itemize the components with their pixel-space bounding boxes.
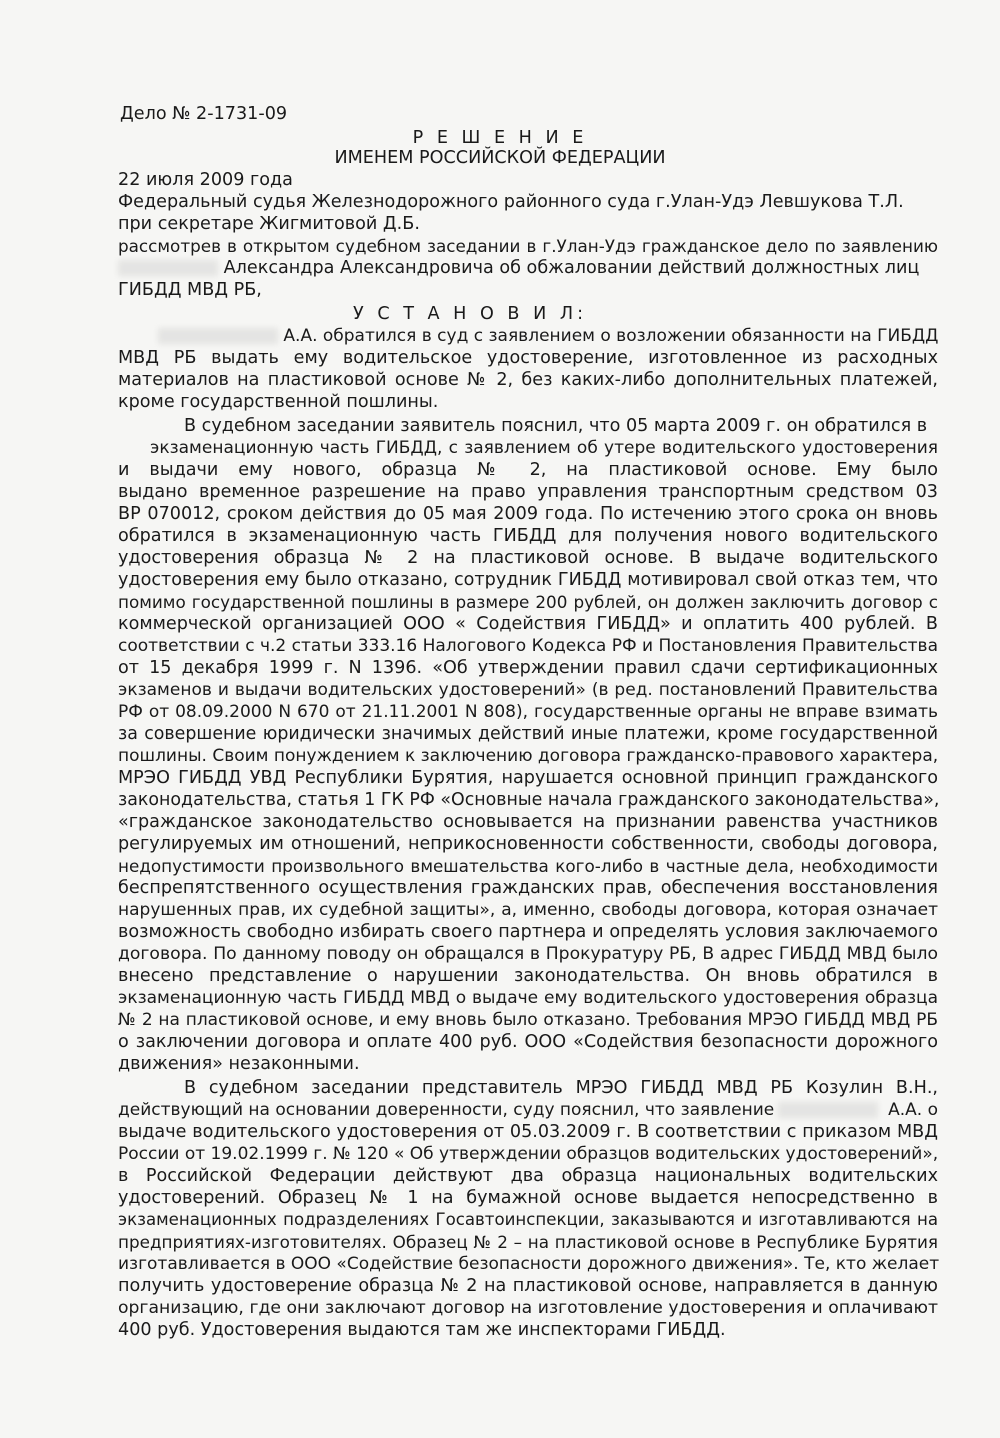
redacted-name: [118, 260, 218, 276]
paragraph-line: РФ от 08.09.2000 N 670 от 21.11.2001 N 808), государственные органы не вправе взимать: [118, 702, 938, 722]
paragraph-line: В судебном заседании заявитель пояснил, что 05 марта 2009 г. он обратился в: [184, 416, 928, 436]
paragraph-line-text: А.А. о: [888, 1100, 938, 1120]
paragraph-line: ВР 070012, сроком действия до 05 мая 2009 года. По истечению этого срока он вновь: [118, 504, 938, 524]
document-title: Р Е Ш Е Н И Е: [412, 128, 588, 148]
paragraph-line: экзаменационную часть ГИБДД МВД о выдаче ему водительского удостоверения образца: [118, 988, 938, 1008]
secretary-line: при секретаре Жигмитовой Д.Б.: [118, 214, 420, 234]
established-heading: У С Т А Н О В И Л:: [353, 304, 587, 324]
paragraph-line: предприятиях-изготовителях. Образец № 2 – на пластиковой основе в Республике Бурятия: [118, 1232, 938, 1252]
paragraph-line: России от 19.02.1999 г. № 120 « Об утверждении образцов водительских удостоверений»,: [118, 1144, 939, 1164]
paragraph-line: за совершение юридически значимых действий иные платежи, кроме государственной: [118, 724, 938, 744]
paragraph-line: МРЭО ГИБДД УВД Республики Бурятия, нарушается основной принцип гражданского: [118, 768, 938, 788]
paragraph-line: 400 руб. Удостоверения выдаются там же инспекторами ГИБДД.: [118, 1320, 726, 1340]
paragraph-line: внесено представление о нарушении законодательства. Он вновь обратился в: [118, 966, 938, 986]
paragraph-line: от 15 декабря 1999 г. N 1396. «Об утверждении правил сдачи сертификационных: [118, 658, 938, 678]
intro-line: рассмотрев в открытом судебном заседании в г.Улан-Удэ гражданское дело по заявлению: [118, 236, 938, 256]
paragraph-line: законодательства, статья 1 ГК РФ «Основные начала гражданского законодательства»,: [118, 790, 940, 810]
intro-line: ГИБДД МВД РБ,: [118, 280, 262, 300]
paragraph-line: помимо государственной пошлины в размере 200 рублей, он должен заключить договор с: [118, 592, 938, 612]
paragraph-line: организацию, где они заключают договор на изготовление удостоверения и оплачивают: [118, 1298, 938, 1318]
paragraph-line: изготавливается в ООО «Содействие безопасности дорожного движения». Те, кто желает: [118, 1254, 940, 1274]
paragraph-line: беспрепятственного осуществления гражданских прав, обеспечения восстановления: [118, 878, 938, 898]
paragraph-line: удостоверения образца № 2 на пластиковой основе. В выдаче водительского: [118, 548, 938, 568]
paragraph-line: соответствии с ч.2 статьи 333.16 Налогового Кодекса РФ и Постановления Правительства: [118, 636, 938, 656]
paragraph-line: [118, 326, 938, 346]
paragraph-line: [118, 1100, 938, 1120]
paragraph-line: обратился в экзаменационную часть ГИБДД для получения нового водительского: [118, 526, 938, 546]
judge-line: Федеральный судья Железнодорожного районного суда г.Улан-Удэ Левшукова Т.Л.: [118, 192, 904, 212]
paragraph-line: «гражданское законодательство основывается на признании равенства участников: [118, 812, 938, 832]
paragraph-line: регулируемых им отношений, неприкосновенности собственности, свободы договора,: [118, 834, 938, 854]
paragraph-line: материалов на пластиковой основе № 2, без каких-либо дополнительных платежей,: [118, 370, 938, 390]
paragraph-line: экзаменационных подразделениях Госавтоинспекции, заказываются и изготавливаются на: [118, 1210, 938, 1229]
case-number: Дело № 2-1731-09: [120, 104, 288, 124]
paragraph-line: о заключении договора и оплате 400 руб. ООО «Содействия безопасности дорожного: [118, 1032, 938, 1052]
paragraph-line: возможность свободно избирать своего партнера и определять условия заключаемого: [118, 922, 938, 942]
paragraph-line: договора. По данному поводу он обращался в Прокуратуру РБ, В адрес ГИБДД МВД было: [118, 944, 938, 964]
paragraph-line: удостоверений. Образец № 1 на бумажной основе выдается непосредственно в: [118, 1188, 938, 1208]
paragraph-line: МВД РБ выдать ему водительское удостоверение, изготовленное из расходных: [118, 348, 938, 368]
paragraph-line-text: действующий на основании доверенности, суду пояснил, что заявление: [118, 1100, 775, 1120]
paragraph-line: недопустимости произвольного вмешательства кого-либо в частные дела, необходимости: [118, 856, 938, 876]
paragraph-line: пошлины. Своим понуждением к заключению договора гражданско-правового характера,: [118, 746, 939, 766]
paragraph-line: В судебном заседании представитель МРЭО ГИБДД МВД РБ Козулин В.Н.,: [184, 1078, 938, 1098]
paragraph-line: удостоверения ему было отказано, сотрудник ГИБДД мотивировал свой отказ тем, что: [118, 570, 938, 590]
intro-line-text: Александра Александровича об обжаловании действий должностных лиц: [223, 258, 920, 278]
paragraph-line: кроме государственной пошлины.: [118, 392, 439, 412]
paragraph-line: в Российской Федерации действуют два образца национальных водительских: [118, 1166, 938, 1186]
paragraph-line: выдаче водительского удостоверения от 05.03.2009 г. В соответствии с приказом МВД: [118, 1122, 938, 1142]
paragraph-line: нарушенных прав, их судебной защиты», а, именно, свободы договора, которая означает: [118, 900, 938, 920]
paragraph-line: коммерческой организацией ООО « Содействия ГИБДД» и оплатить 400 рублей. В: [118, 614, 938, 634]
paragraph-line: движения» незаконными.: [118, 1054, 360, 1074]
document-subtitle: ИМЕНЕМ РОССИЙСКОЙ ФЕДЕРАЦИИ: [334, 148, 666, 168]
redacted-name: [158, 328, 278, 344]
paragraph-line-tail: [778, 1100, 938, 1120]
paragraph-line: получить удостоверение образца № 2 на пластиковой основе, направляется в данную: [118, 1276, 938, 1296]
paragraph-line: экзаменов и выдачи водительских удостоверений» (в ред. постановлений Правительства: [118, 680, 938, 700]
redacted-name: [778, 1102, 878, 1118]
paragraph-line: выдано временное разрешение на право управления транспортным средством 03: [118, 482, 938, 502]
decision-date: 22 июля 2009 года: [118, 170, 293, 190]
paragraph-line: экзаменационную часть ГИБДД, с заявлением об утере водительского удостоверения: [150, 438, 938, 458]
paragraph-line: и выдачи ему нового, образца № 2, на пластиковой основе. Ему было: [118, 460, 938, 480]
paragraph-line-text: А.А. обратился в суд с заявлением о возложении обязанности на ГИБДД: [283, 326, 939, 346]
intro-line: [118, 258, 938, 278]
paragraph-line: № 2 на пластиковой основе, и ему вновь было отказано. Требования МРЭО ГИБДД МВД РБ: [118, 1010, 938, 1030]
